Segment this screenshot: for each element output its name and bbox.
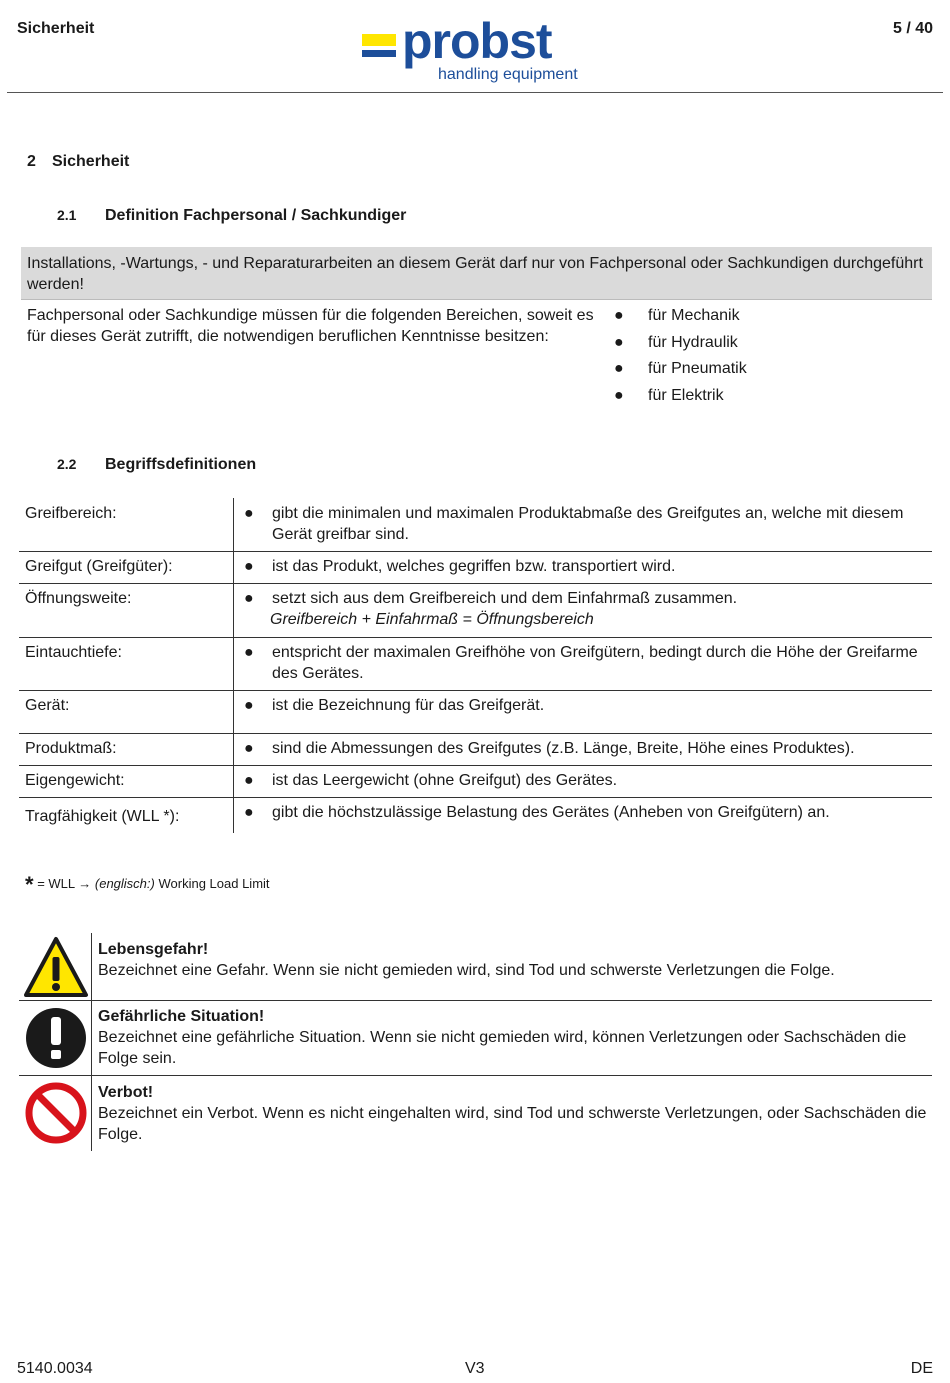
hazard-title: Verbot! (98, 1084, 154, 1101)
prohibition-icon (23, 1080, 89, 1146)
table-row (19, 583, 932, 637)
footnote-lang: (englisch:) (94, 876, 155, 891)
desc-cell: ist das Leergewicht (ohne Greifgut) des Gerätes. (272, 771, 618, 789)
desc-cell: ist die Bezeichnung für das Greifgerät. (272, 696, 545, 714)
bullet-icon: ● (244, 643, 254, 661)
footnote-star: * (25, 872, 34, 897)
notice-box (21, 247, 932, 299)
term-cell: Gerät: (19, 690, 234, 733)
logo-wordmark: probst (402, 13, 552, 69)
table-row (19, 690, 932, 733)
bullet-icon: ● (244, 739, 254, 757)
hazard-row (19, 1000, 932, 1076)
term-cell: Eigengewicht: (19, 765, 234, 797)
list-item: ● für Mechanik (612, 305, 912, 332)
bullet-icon: ● (244, 589, 254, 607)
chapter-heading (27, 153, 129, 171)
qualification-text: Fachpersonal oder Sachkundige müssen für die folgenden Bereichen, soweit es für dieses Gerät zutrifft, die notwendigen beruflichen Kenntnisse besitzen: (27, 307, 594, 345)
logo-mark-icon (362, 24, 396, 60)
hazard-row (19, 1076, 932, 1151)
section-title: Definition Fachpersonal / Sachkundiger (105, 207, 407, 224)
bullet-icon: ● (614, 307, 624, 324)
notice-text: Installations, -Wartungs, - und Reparaturarbeiten an diesem Gerät darf nur von Fachpersonal oder Sachkundigen durchgeführt werden! (27, 255, 923, 293)
term-cell: Greifbereich: (19, 498, 234, 551)
bullet-icon: ● (614, 360, 624, 377)
table-row (19, 498, 932, 551)
section-heading-2-1 (57, 207, 406, 225)
definitions-table (19, 498, 932, 833)
desc-cell: setzt sich aus dem Greifbereich und dem Einfahrmaß zusammen. (272, 589, 738, 607)
footnote-text: Working Load Limit (158, 876, 270, 891)
hazard-text: Bezeichnet eine gefährliche Situation. Wenn sie nicht gemieden wird, können Verletzungen oder Sachschäden die Folge sein. (98, 1029, 907, 1067)
section-heading-2-2 (57, 456, 256, 474)
table-row (19, 797, 932, 833)
footnote (25, 872, 270, 898)
section-number: 2.1 (57, 207, 77, 223)
section-title: Begriffsdefinitionen (105, 456, 257, 473)
bullet-icon: ● (244, 557, 254, 575)
term-cell: Produktmaß: (19, 733, 234, 765)
table-row (19, 765, 932, 797)
logo-tagline: handling equipment (438, 66, 578, 83)
bullet-icon: ● (244, 771, 254, 789)
hazard-text: Bezeichnet ein Verbot. Wenn es nicht eingehalten wird, sind Tod und schwerste Verletzungen, oder Sachschäden die Folge. (98, 1105, 927, 1143)
hazard-row (19, 933, 932, 1001)
probst-logo (362, 13, 592, 88)
exclamation-circle-icon (23, 1005, 89, 1071)
desc-cell: entspricht der maximalen Greifhöhe von Greifgütern, bedingt durch die Höhe der Greifarme des Gerätes. (272, 643, 918, 682)
desc-cell: gibt die minimalen und maximalen Produktabmaße des Greifgutes an, welche mit diesem Gerät greifbar sind. (272, 505, 904, 543)
term-cell: Eintauchtiefe: (19, 637, 234, 690)
bullet-icon: ● (614, 333, 624, 351)
term-cell: Tragfähigkeit (WLL *): (19, 797, 234, 833)
header-divider (7, 92, 943, 93)
footer-version: V3 (465, 1360, 485, 1377)
desc-cell: gibt die höchstzulässige Belastung des Gerätes (Anheben von Greifgütern) an. (272, 803, 830, 821)
bullet-icon: ● (244, 505, 254, 522)
chapter-title: Sicherheit (52, 153, 130, 170)
chapter-number: 2 (27, 153, 36, 170)
warning-triangle-icon (23, 935, 89, 1001)
term-cell: Greifgut (Greifgüter): (19, 551, 234, 583)
header-section-title: Sicherheit (17, 20, 95, 37)
list-item: ● für Pneumatik (612, 358, 912, 385)
desc-cell: ist das Produkt, welches gegriffen bzw. transportiert wird. (272, 557, 676, 575)
hazard-title: Gefährliche Situation! (98, 1008, 265, 1025)
hazard-legend (19, 933, 932, 1151)
page-number: 5 / 40 (892, 20, 933, 37)
notice-divider (21, 299, 932, 300)
footer-language: DE (910, 1360, 933, 1377)
hazard-text: Bezeichnet eine Gefahr. Wenn sie nicht gemieden wird, sind Tod und schwerste Verletzungen die Folge. (98, 962, 835, 979)
term-cell: Öffnungsweite: (19, 583, 234, 637)
section-number: 2.2 (57, 456, 77, 472)
table-row (19, 551, 932, 583)
footer-doc-number: 5140.0034 (17, 1360, 93, 1377)
qualification-list (612, 305, 912, 411)
formula-text: Greifbereich + Einfahrmaß = Öffnungsbereich (270, 610, 594, 628)
list-item: ● für Hydraulik (612, 332, 912, 359)
hazard-title: Lebensgefahr! (98, 941, 209, 958)
list-item: ● für Elektrik (612, 385, 912, 412)
footnote-eq: = WLL → (37, 876, 92, 891)
table-row (19, 637, 932, 690)
bullet-icon: ● (614, 386, 624, 404)
bullet-icon: ● (244, 803, 254, 821)
desc-cell: sind die Abmessungen des Greifgutes (z.B. Länge, Breite, Höhe eines Produktes). (272, 739, 855, 757)
bullet-icon: ● (244, 696, 254, 714)
table-row (19, 733, 932, 765)
